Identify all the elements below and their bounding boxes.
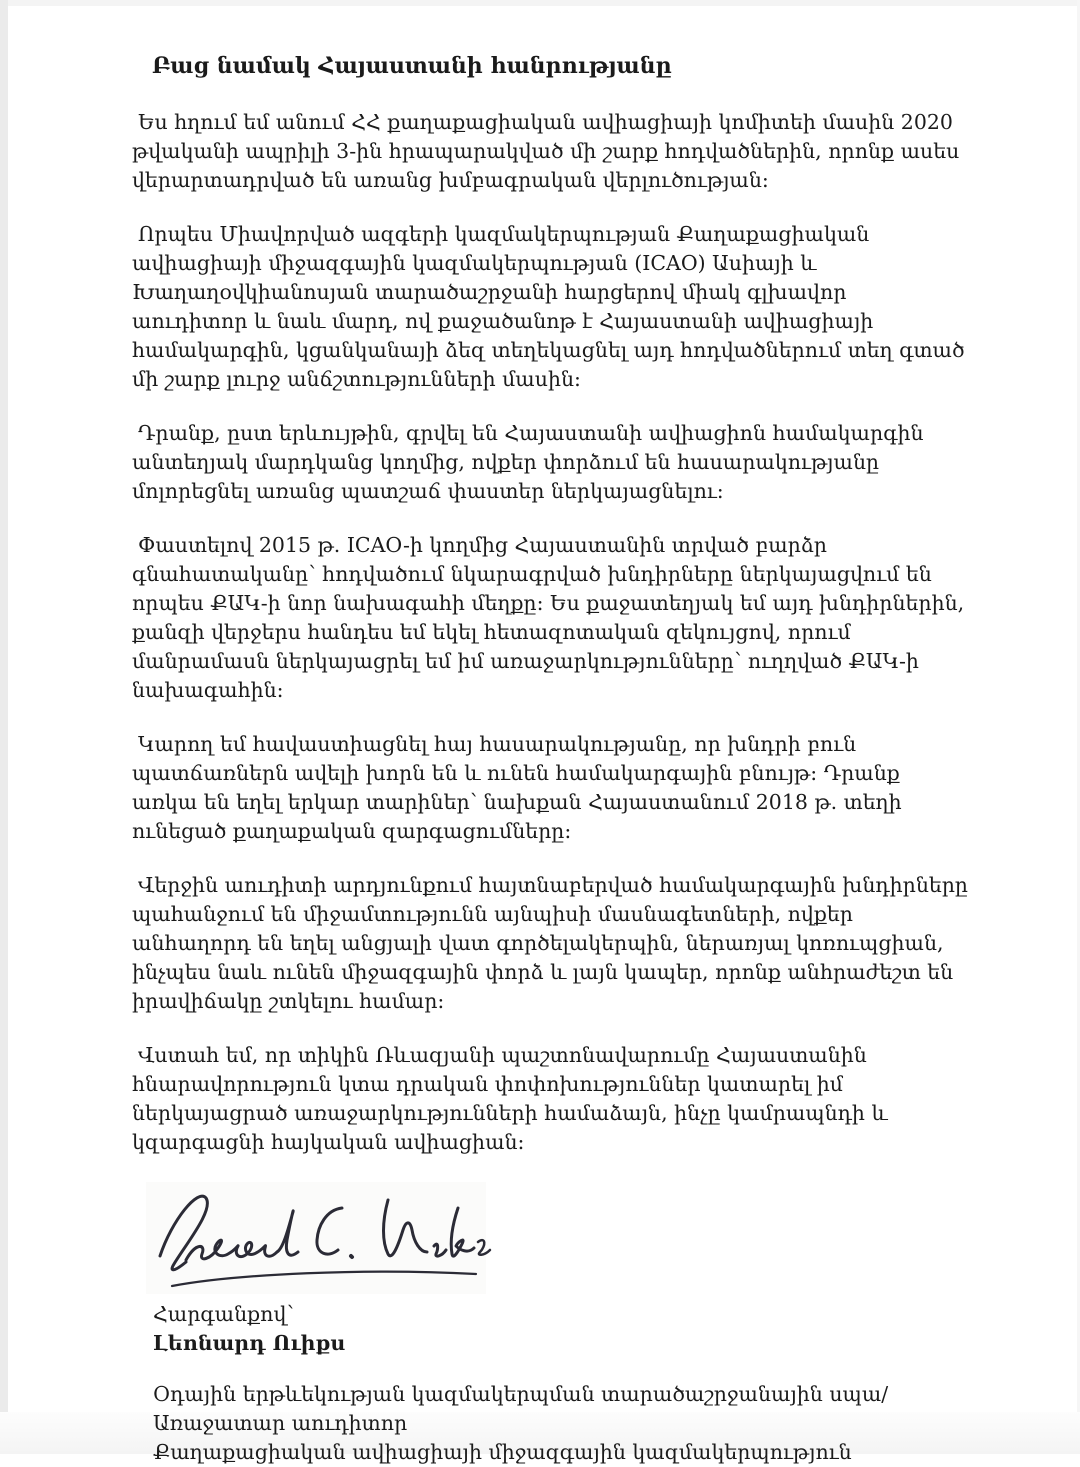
signature-image — [146, 1182, 506, 1294]
letter-paragraph-1: Ես հղում եմ անում ՀՀ քաղաքացիական ավիացիայի կոմիտեի մասին 2020 թվականի ապրիլի 3-ին հրապարակված մի շարք հոդվածներին, որոնք ասես վերարտադրված են առանց խմբագրական վերլուծության։ — [132, 110, 960, 192]
letter-paragraph-3: Դրանք, ըստ երևույթին, գրվել են Հայաստանի ավիացիոն համակարգին անտեղյակ մարդկանց կողմից, ովքեր փորձում են հասարակությանը մոլորեցնել առանց պատշաճ փաստեր ներկայացնելու։ — [132, 421, 924, 503]
letter-paragraph-2: Որպես Միավորված ազգերի կազմակերպության Քաղաքացիական ավիացիայի միջազգային կազմակերպության (ICAO) Ասիայի և Խաղաղօվկիանոսյան տարածաշրջանի հարցերով միակ գլխավոր աուդիտոր և նաև մարդ, ով քաջածանոթ է Հայաստանի ավիացիայի համակարգին, կցանկանայի ձեզ տեղեկացնել այդ հոդվածներում տեղ գտած մի շարք լուրջ անճշտությունների մասին։ — [132, 222, 965, 391]
letter-paragraph-6: Վերջին աուդիտի արդյունքում հայտնաբերված համակարգային խնդիրները պահանջում են միջամտությունն այնպիսի մասնագետների, ովքեր անհաղորդ են եղել անցյալի վատ գործելակերպին, ներառյալ կոռուպցիան, ինչպես նաև ունեն միջազգային փորձ և լայն կապեր, որոնք անհրաժեշտ են իրավիճակը շտկելու համար։ — [132, 873, 968, 1013]
signatory-organization-line: Քաղաքացիական ավիացիայի միջազգային կազմակերպություն — [153, 1440, 852, 1464]
closing-block — [153, 1300, 968, 1358]
letter-paragraph-5: Կարող եմ հավաստիացնել հայ հասարակությանը, որ խնդրի բուն պատճառներն ավելի խորն են և ունեն համակարգային բնույթ։ Դրանք առկա են եղել երկար տարիներ՝ նախքան Հայաստանում 2018 թ. տեղի ունեցած քաղաքական զարգացումները։ — [132, 732, 902, 843]
letter-paragraph-4: Փաստելով 2015 թ. ICAO-ի կողմից Հայաստանին տրված բարձր գնահատականը՝ հոդվածում նկարագրված խնդիրները ներկայացվում են որպես ՔԱԿ-ի նոր նախագահի մեղքը։ Ես քաջատեղյակ եմ այդ խնդիրներին, քանզի վերջերս հանդես եմ եկել հետազոտական զեկույցով, որում մանրամասն ներկայացրել եմ իմ առաջարկությունները՝ ուղղված ՔԱԿ-ի նախագահին։ — [132, 533, 965, 702]
handwritten-signature-icon — [146, 1182, 506, 1294]
signatory-name: Լեոնարդ Ուիքս — [153, 1331, 346, 1355]
letter-title: Բաց նամակ Հայաստանի հանրությանը — [152, 53, 672, 79]
signatory-position-line: Օդային երթևեկության կազմակերպման տարածաշրջանային սպա/Առաջատար աուդիտոր — [153, 1382, 889, 1435]
closing-salutation: Հարգանքով՝ — [153, 1302, 294, 1326]
letter-paragraph-7: Վստահ եմ, որ տիկին Ռևազյանի պաշտոնավարումը Հայաստանին հնարավորություն կտա դրական փոփոխություններ կատարել իմ ներկայացրած առաջարկությունների համաձայն, ինչը կամրապնդի և կզարգացնի հայկական ավիացիան։ — [132, 1043, 888, 1154]
